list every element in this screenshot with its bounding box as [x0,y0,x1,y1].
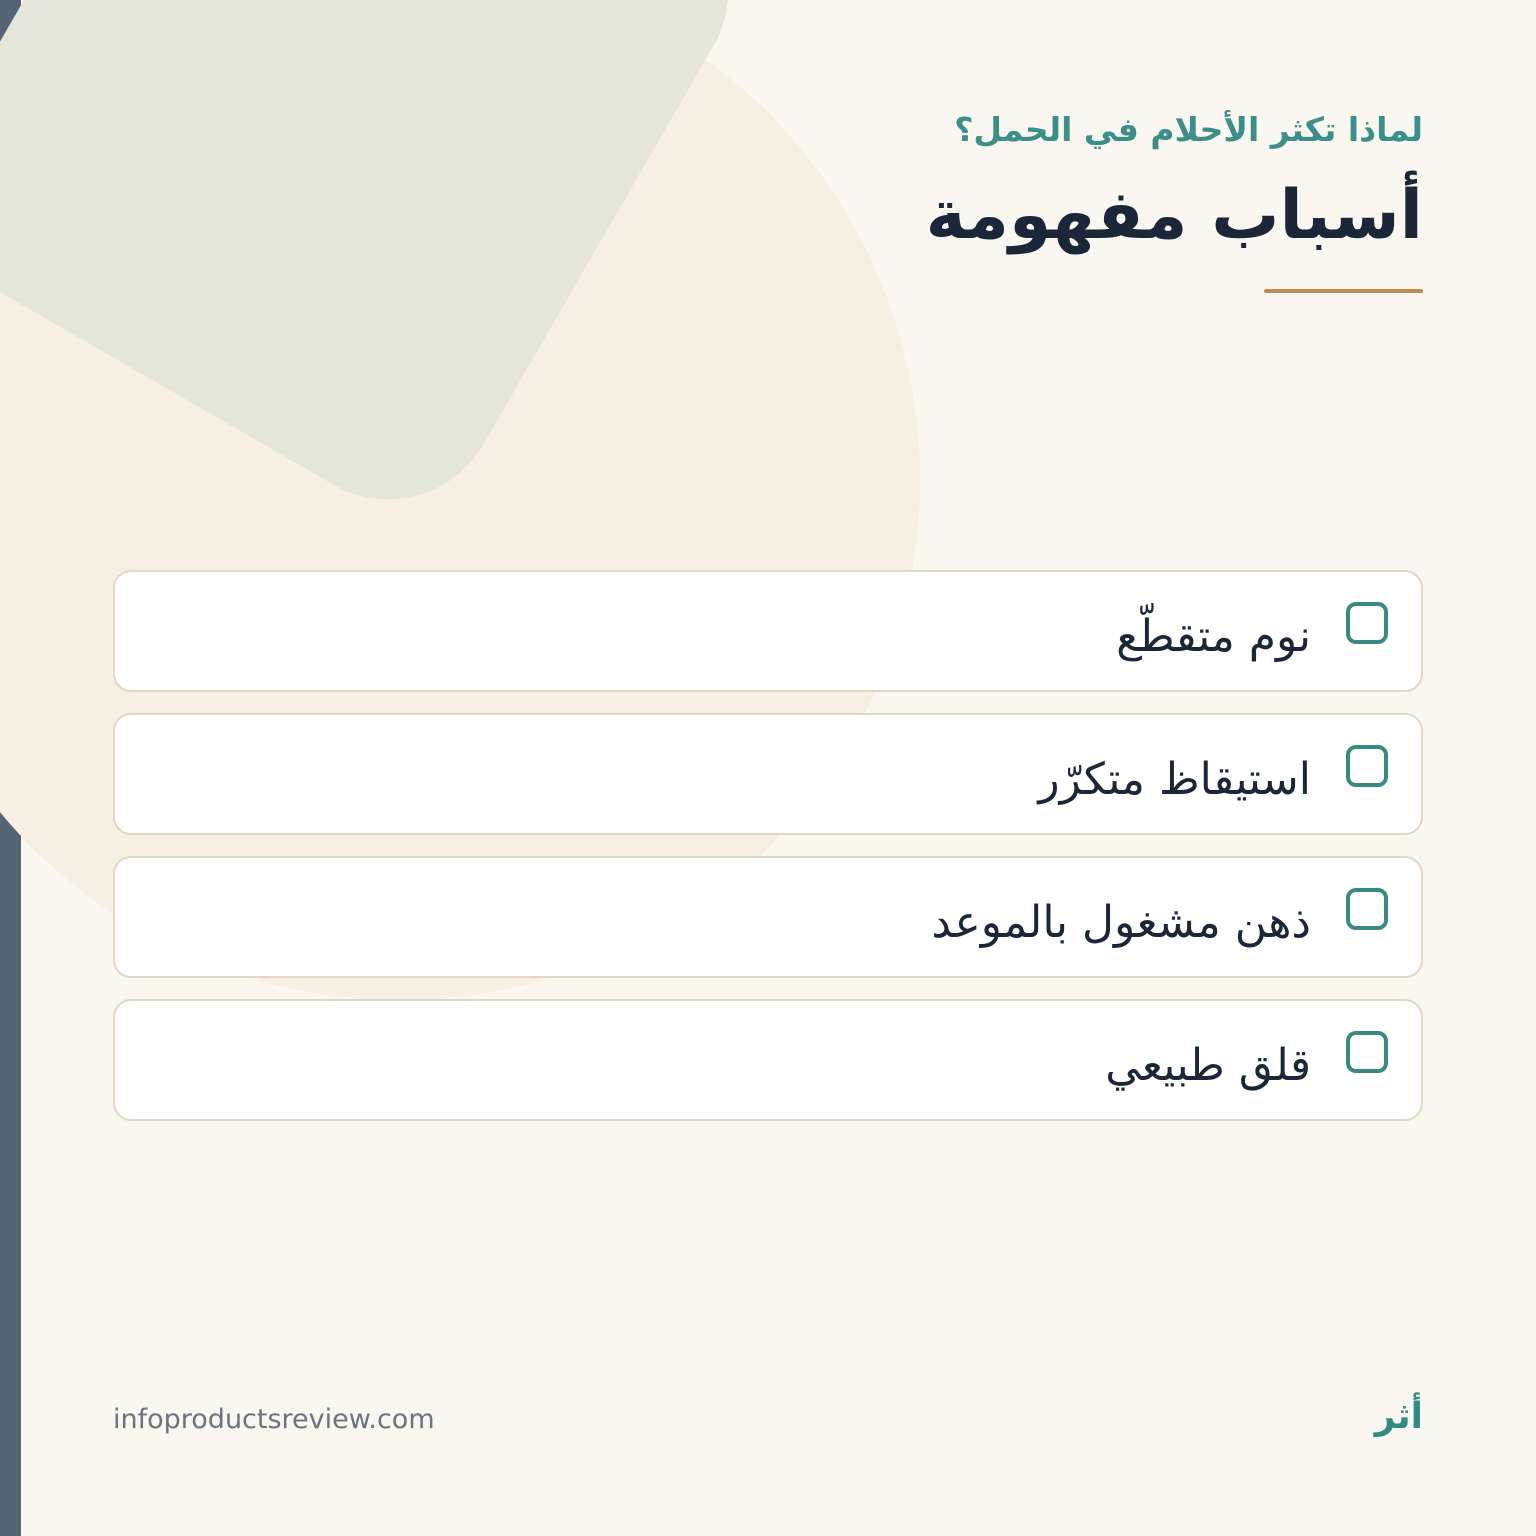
header [523,100,1423,266]
checkbox-icon[interactable] [1346,745,1388,787]
checklist-item[interactable] [113,856,1423,978]
checklist-item[interactable] [113,713,1423,835]
checklist-item-label: نوم متقطّع [1116,611,1311,662]
left-edge-bar [0,0,21,1536]
checklist-item-label: استيقاظ متكرّر [1038,754,1311,805]
footer-website-url: infoproductsreview.com [113,1404,435,1435]
reasons-checklist [113,570,1423,1142]
checklist-item[interactable] [113,570,1423,692]
subtitle-question: لماذا تكثر الأحلام في الحمل؟ [954,110,1423,149]
checkbox-icon[interactable] [1346,888,1388,930]
checklist-item-label: ذهن مشغول بالموعد [931,897,1311,948]
page-title: أسباب مفهومة [925,176,1423,255]
background-rounded-shape [0,0,768,539]
checkbox-icon[interactable] [1346,1031,1388,1073]
title-underline [1264,289,1423,293]
checklist-item-label: قلق طبيعي [1105,1040,1311,1091]
checkbox-icon[interactable] [1346,602,1388,644]
brand-logo: أثر [1374,1396,1423,1437]
checklist-item[interactable] [113,999,1423,1121]
